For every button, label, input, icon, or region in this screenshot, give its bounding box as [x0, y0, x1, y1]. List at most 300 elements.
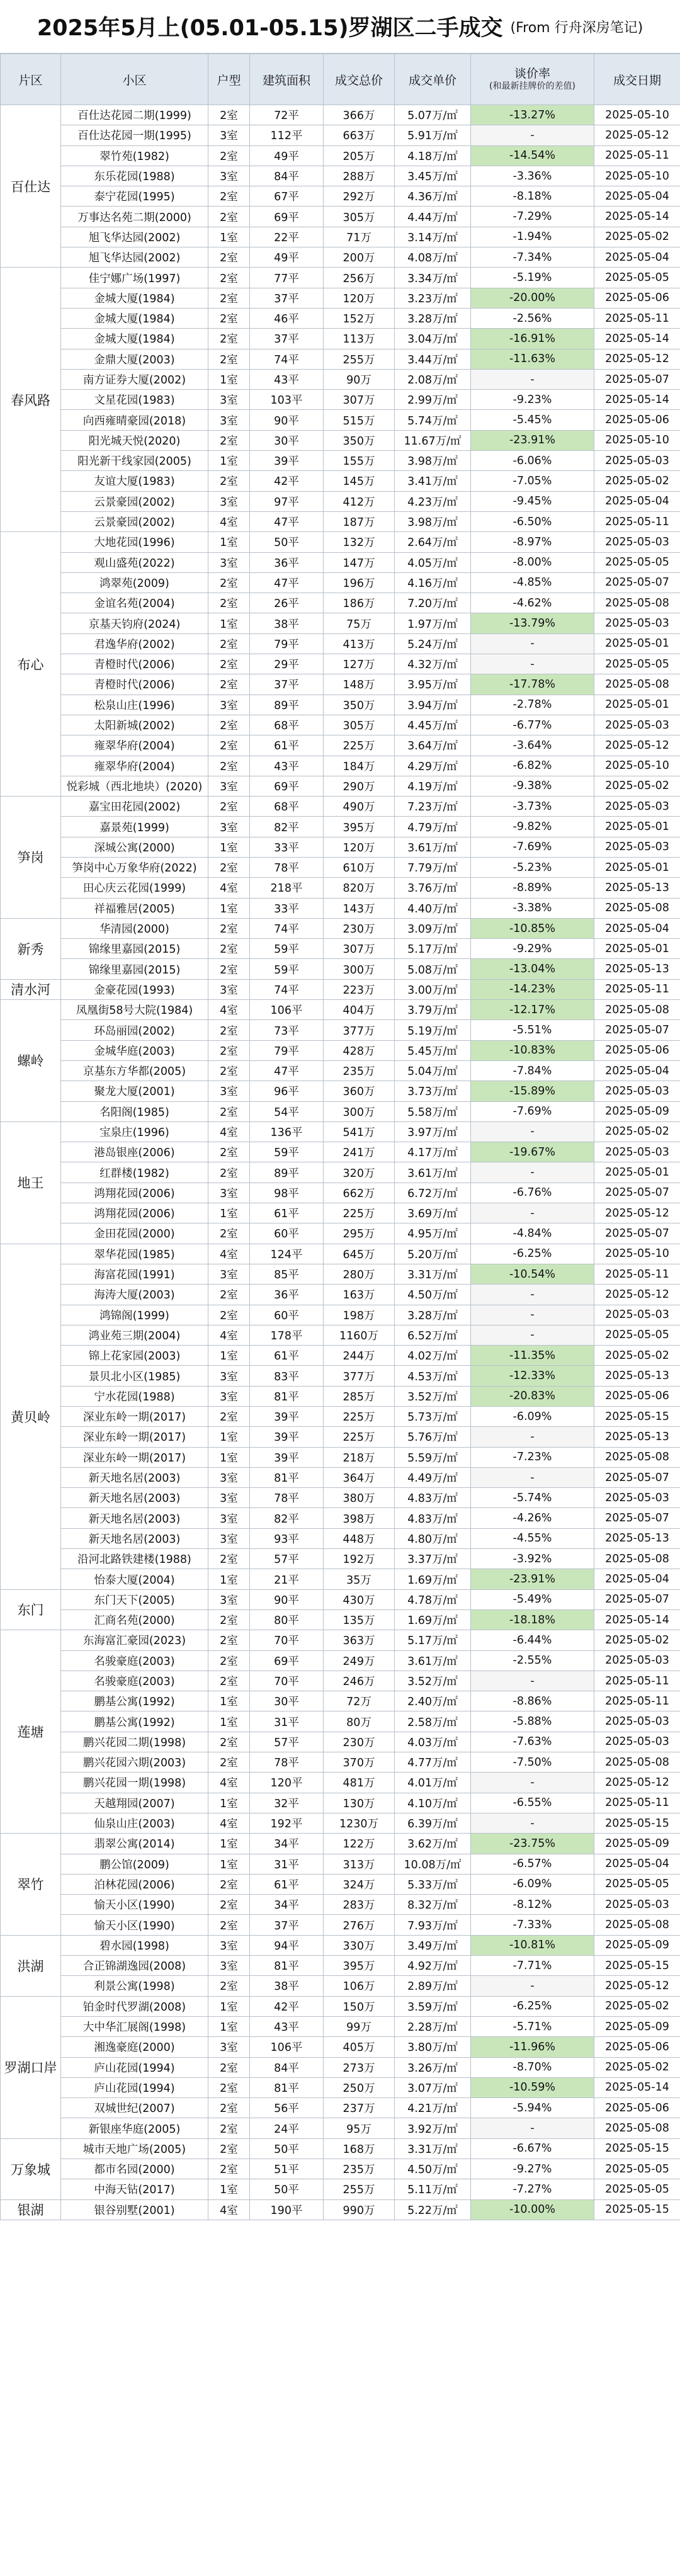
date-cell: 2025-05-09 [594, 1935, 680, 1955]
bargain-rate-cell: -9.45% [471, 491, 594, 511]
area-cell: 136平 [250, 1121, 324, 1142]
community-cell: 友谊大厦(1983) [61, 471, 208, 491]
date-cell: 2025-05-02 [594, 227, 680, 247]
unit-price-cell: 2.58万/㎡ [395, 1711, 471, 1732]
bargain-rate-cell: -20.83% [471, 1386, 594, 1406]
date-cell: 2025-05-03 [594, 451, 680, 471]
total-price-cell: 645万 [324, 1244, 395, 1264]
area-cell: 60平 [250, 1223, 324, 1244]
layout-cell: 4室 [208, 1000, 250, 1020]
community-cell: 松泉山庄(1996) [61, 695, 208, 715]
bargain-rate-cell: -3.36% [471, 166, 594, 186]
community-cell: 金谊名苑(2004) [61, 593, 208, 613]
bargain-rate-cell: -17.78% [471, 674, 594, 695]
layout-cell: 3室 [208, 1508, 250, 1528]
table-row [1, 2159, 680, 2179]
total-price-cell: 398万 [324, 1508, 395, 1528]
total-price-cell: 820万 [324, 878, 395, 898]
table-row [1, 1650, 680, 1671]
bargain-rate-cell: -8.86% [471, 1691, 594, 1711]
transactions-table [0, 54, 680, 2220]
unit-price-cell: 4.40万/㎡ [395, 898, 471, 918]
table-row [1, 1711, 680, 1732]
total-price-cell: 249万 [324, 1650, 395, 1671]
bargain-rate-cell: -6.25% [471, 1996, 594, 2016]
unit-price-cell: 6.52万/㎡ [395, 1325, 471, 1345]
total-price-cell: 305万 [324, 715, 395, 735]
table-row [1, 166, 680, 186]
community-cell: 汇商名苑(2000) [61, 1609, 208, 1630]
community-cell: 愉天小区(1990) [61, 1915, 208, 1935]
community-cell: 怡泰大厦(2004) [61, 1569, 208, 1589]
unit-price-cell: 3.80万/㎡ [395, 2037, 471, 2057]
district-cell: 春风路 [1, 268, 61, 532]
community-cell: 东门天下(2005) [61, 1589, 208, 1609]
unit-price-cell: 5.17万/㎡ [395, 1630, 471, 1650]
community-cell: 深城公寓(2000) [61, 837, 208, 857]
area-cell: 42平 [250, 1996, 324, 2016]
table-row [1, 1874, 680, 1894]
community-cell: 深业东岭一期(2017) [61, 1407, 208, 1427]
total-price-cell: 290万 [324, 776, 395, 796]
area-cell: 61平 [250, 735, 324, 756]
area-cell: 192平 [250, 1813, 324, 1833]
total-price-cell: 292万 [324, 186, 395, 207]
community-cell: 旭飞华达园(2002) [61, 247, 208, 268]
table-row [1, 207, 680, 227]
bargain-rate-cell: -8.89% [471, 878, 594, 898]
bargain-rate-cell: -14.54% [471, 145, 594, 166]
total-price-cell: 366万 [324, 105, 395, 125]
area-cell: 39平 [250, 1407, 324, 1427]
unit-price-cell: 3.23万/㎡ [395, 288, 471, 308]
area-cell: 50平 [250, 2138, 324, 2159]
table-row [1, 1671, 680, 1691]
unit-price-cell: 5.24万/㎡ [395, 633, 471, 654]
unit-price-cell: 4.08万/㎡ [395, 247, 471, 268]
total-price-cell: 80万 [324, 1711, 395, 1732]
area-cell: 89平 [250, 1162, 324, 1183]
community-cell: 红群楼(1982) [61, 1162, 208, 1183]
date-cell: 2025-05-03 [594, 837, 680, 857]
table-header-row [1, 54, 680, 105]
date-cell: 2025-05-05 [594, 2159, 680, 2179]
unit-price-cell: 4.79万/㎡ [395, 817, 471, 837]
table-row [1, 1305, 680, 1325]
community-cell: 凤凰街58号大院(1984) [61, 1000, 208, 1020]
table-row [1, 1935, 680, 1955]
layout-cell: 1室 [208, 1996, 250, 2016]
area-cell: 77平 [250, 268, 324, 288]
layout-cell: 2室 [208, 1895, 250, 1915]
community-cell: 泰宁花园(1995) [61, 186, 208, 207]
date-cell: 2025-05-11 [594, 979, 680, 999]
total-price-cell: 377万 [324, 1020, 395, 1040]
bargain-rate-cell: -7.23% [471, 1447, 594, 1467]
total-price-cell: 168万 [324, 2138, 395, 2159]
layout-cell: 2室 [208, 633, 250, 654]
total-price-cell: 380万 [324, 1488, 395, 1508]
total-price-cell: 147万 [324, 552, 395, 572]
unit-price-cell: 5.20万/㎡ [395, 1244, 471, 1264]
date-cell: 2025-05-11 [594, 1264, 680, 1284]
community-cell: 青橙时代(2006) [61, 674, 208, 695]
unit-price-cell: 5.07万/㎡ [395, 105, 471, 125]
bargain-rate-cell: -7.69% [471, 1101, 594, 1121]
area-cell: 89平 [250, 695, 324, 715]
area-cell: 36平 [250, 1285, 324, 1305]
layout-cell: 1室 [208, 1691, 250, 1711]
total-price-cell: 370万 [324, 1752, 395, 1773]
unit-price-cell: 2.99万/㎡ [395, 390, 471, 410]
layout-cell: 2室 [208, 674, 250, 695]
bargain-rate-cell: -7.84% [471, 1060, 594, 1081]
area-cell: 39平 [250, 1427, 324, 1447]
total-price-cell: 413万 [324, 633, 395, 654]
table-row [1, 959, 680, 979]
area-cell: 96平 [250, 1081, 324, 1101]
unit-price-cell: 3.45万/㎡ [395, 166, 471, 186]
table-row [1, 2179, 680, 2199]
bargain-rate-cell: -3.64% [471, 735, 594, 756]
unit-price-cell: 4.16万/㎡ [395, 572, 471, 593]
total-price-cell: 662万 [324, 1183, 395, 1203]
total-price-cell: 120万 [324, 288, 395, 308]
bargain-rate-cell: -8.18% [471, 186, 594, 207]
area-cell: 68平 [250, 715, 324, 735]
table-row [1, 2077, 680, 2097]
bargain-rate-cell: -10.85% [471, 918, 594, 938]
unit-price-cell: 3.98万/㎡ [395, 511, 471, 531]
area-cell: 106平 [250, 1000, 324, 1020]
bargain-rate-cell: - [471, 1773, 594, 1793]
total-price-cell: 187万 [324, 511, 395, 531]
district-cell: 黄贝岭 [1, 1244, 61, 1589]
area-cell: 103平 [250, 390, 324, 410]
bargain-rate-cell: -3.38% [471, 898, 594, 918]
total-price-cell: 541万 [324, 1121, 395, 1142]
area-cell: 31平 [250, 1854, 324, 1874]
table-row [1, 390, 680, 410]
unit-price-cell: 5.22万/㎡ [395, 2199, 471, 2220]
total-price-cell: 120万 [324, 837, 395, 857]
total-price-cell: 237万 [324, 2098, 395, 2118]
total-price-cell: 230万 [324, 1732, 395, 1752]
date-cell: 2025-05-04 [594, 247, 680, 268]
unit-price-cell: 2.64万/㎡ [395, 532, 471, 552]
community-cell: 万事达名苑二期(2000) [61, 207, 208, 227]
layout-cell: 3室 [208, 817, 250, 837]
bargain-rate-cell: - [471, 1427, 594, 1447]
layout-cell: 2室 [208, 1671, 250, 1691]
total-price-cell: 192万 [324, 1549, 395, 1569]
community-cell: 港岛银座(2006) [61, 1142, 208, 1162]
unit-price-cell: 5.11万/㎡ [395, 2179, 471, 2199]
table-row [1, 491, 680, 511]
community-cell: 鹏兴花园二期(1998) [61, 1732, 208, 1752]
table-row [1, 1162, 680, 1183]
district-cell: 清水河 [1, 979, 61, 999]
date-cell: 2025-05-06 [594, 1386, 680, 1406]
date-cell: 2025-05-03 [594, 715, 680, 735]
community-cell: 庐山花园(1994) [61, 2077, 208, 2097]
layout-cell: 2室 [208, 1162, 250, 1183]
layout-cell: 2室 [208, 1874, 250, 1894]
total-price-cell: 143万 [324, 898, 395, 918]
layout-cell: 2室 [208, 349, 250, 369]
table-row [1, 1996, 680, 2016]
area-cell: 69平 [250, 776, 324, 796]
bargain-rate-cell: -8.70% [471, 2057, 594, 2077]
total-price-cell: 364万 [324, 1467, 395, 1487]
date-cell: 2025-05-12 [594, 1976, 680, 1996]
bargain-rate-cell: -5.51% [471, 1020, 594, 1040]
area-cell: 54平 [250, 1101, 324, 1121]
table-row [1, 329, 680, 349]
table-row [1, 1813, 680, 1833]
layout-cell: 2室 [208, 1976, 250, 1996]
area-cell: 190平 [250, 2199, 324, 2220]
bargain-rate-cell: -10.83% [471, 1040, 594, 1060]
area-cell: 37平 [250, 674, 324, 695]
bargain-rate-cell: -8.12% [471, 1895, 594, 1915]
layout-cell: 3室 [208, 125, 250, 145]
bargain-rate-cell: -9.38% [471, 776, 594, 796]
area-cell: 70平 [250, 1630, 324, 1650]
community-cell: 银谷别墅(2001) [61, 2199, 208, 2220]
layout-cell: 3室 [208, 166, 250, 186]
total-price-cell: 225万 [324, 1407, 395, 1427]
area-cell: 81平 [250, 2077, 324, 2097]
layout-cell: 3室 [208, 1081, 250, 1101]
date-cell: 2025-05-13 [594, 878, 680, 898]
total-price-cell: 155万 [324, 451, 395, 471]
bargain-rate-cell: -10.00% [471, 2199, 594, 2220]
community-cell: 仙泉山庄(2003) [61, 1813, 208, 1833]
date-cell: 2025-05-02 [594, 1346, 680, 1366]
community-cell: 笋岗中心万象华府(2022) [61, 857, 208, 877]
area-cell: 30平 [250, 1691, 324, 1711]
unit-price-cell: 4.44万/㎡ [395, 207, 471, 227]
table-row [1, 268, 680, 288]
layout-cell: 3室 [208, 2037, 250, 2057]
table-row [1, 145, 680, 166]
bargain-rate-cell: -5.71% [471, 2016, 594, 2036]
table-row [1, 1467, 680, 1487]
community-cell: 都市名园(2000) [61, 2159, 208, 2179]
layout-cell: 4室 [208, 511, 250, 531]
community-cell: 锦上花家园(2003) [61, 1346, 208, 1366]
area-cell: 94平 [250, 1935, 324, 1955]
layout-cell: 2室 [208, 1609, 250, 1630]
table-row [1, 552, 680, 572]
area-cell: 51平 [250, 2159, 324, 2179]
area-cell: 82平 [250, 1508, 324, 1528]
bargain-rate-cell: - [471, 633, 594, 654]
district-cell: 地王 [1, 1121, 61, 1244]
community-cell: 新银座华庭(2005) [61, 2118, 208, 2138]
district-cell: 翠竹 [1, 1834, 61, 1935]
date-cell: 2025-05-03 [594, 1895, 680, 1915]
community-cell: 京基天钧府(2024) [61, 613, 208, 633]
date-cell: 2025-05-08 [594, 1000, 680, 1020]
total-price-cell: 350万 [324, 430, 395, 450]
table-row [1, 1976, 680, 1996]
bargain-rate-cell: - [471, 1467, 594, 1487]
unit-price-cell: 3.31万/㎡ [395, 2138, 471, 2159]
table-row [1, 878, 680, 898]
unit-price-cell: 3.44万/㎡ [395, 349, 471, 369]
total-price-cell: 283万 [324, 1895, 395, 1915]
bargain-rate-cell: -4.55% [471, 1528, 594, 1548]
table-row [1, 593, 680, 613]
date-cell: 2025-05-09 [594, 2016, 680, 2036]
community-cell: 佳宁娜广场(1997) [61, 268, 208, 288]
unit-price-cell: 3.95万/㎡ [395, 674, 471, 695]
date-cell: 2025-05-08 [594, 1447, 680, 1467]
table-row [1, 674, 680, 695]
date-cell: 2025-05-02 [594, 2057, 680, 2077]
community-cell: 旭飞华达园(2002) [61, 227, 208, 247]
bargain-rate-cell: -4.26% [471, 1508, 594, 1528]
district-cell: 银湖 [1, 2199, 61, 2220]
bargain-rate-cell: - [471, 1121, 594, 1142]
layout-cell: 2室 [208, 756, 250, 776]
community-cell: 宁水花园(1988) [61, 1386, 208, 1406]
table-row [1, 1081, 680, 1101]
layout-cell: 2室 [208, 1223, 250, 1244]
unit-price-cell: 4.95万/㎡ [395, 1223, 471, 1244]
layout-cell: 1室 [208, 1569, 250, 1589]
community-cell: 青橙时代(2006) [61, 654, 208, 674]
layout-cell: 1室 [208, 1203, 250, 1223]
area-cell: 59平 [250, 1142, 324, 1162]
area-cell: 106平 [250, 2037, 324, 2057]
bargain-rate-cell: -4.85% [471, 572, 594, 593]
table-row [1, 1407, 680, 1427]
date-cell: 2025-05-02 [594, 1121, 680, 1142]
total-price-cell: 72万 [324, 1691, 395, 1711]
layout-cell: 1室 [208, 451, 250, 471]
layout-cell: 2室 [208, 572, 250, 593]
table-row [1, 227, 680, 247]
community-cell: 华清园(2000) [61, 918, 208, 938]
table-row [1, 369, 680, 389]
community-cell: 翠华花园(1985) [61, 1244, 208, 1264]
total-price-cell: 256万 [324, 268, 395, 288]
community-cell: 东海富汇豪园(2023) [61, 1630, 208, 1650]
layout-cell: 2室 [208, 430, 250, 450]
unit-price-cell: 7.20万/㎡ [395, 593, 471, 613]
community-cell: 宝泉庄(1996) [61, 1121, 208, 1142]
bargain-rate-cell: -9.23% [471, 390, 594, 410]
header-community: 小区 [61, 54, 208, 105]
unit-price-cell: 3.34万/㎡ [395, 268, 471, 288]
unit-price-cell: 4.05万/㎡ [395, 552, 471, 572]
community-cell: 沿河北路铁建楼(1988) [61, 1549, 208, 1569]
area-cell: 83平 [250, 1366, 324, 1386]
table-row [1, 776, 680, 796]
total-price-cell: 295万 [324, 1223, 395, 1244]
area-cell: 120平 [250, 1773, 324, 1793]
area-cell: 21平 [250, 1569, 324, 1589]
table-row [1, 2098, 680, 2118]
page-title [0, 0, 680, 54]
bargain-rate-cell: - [471, 1285, 594, 1305]
bargain-rate-cell: - [471, 1325, 594, 1345]
district-cell: 万象城 [1, 2138, 61, 2199]
date-cell: 2025-05-12 [594, 1285, 680, 1305]
layout-cell: 2室 [208, 1650, 250, 1671]
total-price-cell: 235万 [324, 2159, 395, 2179]
date-cell: 2025-05-14 [594, 329, 680, 349]
date-cell: 2025-05-14 [594, 390, 680, 410]
layout-cell: 2室 [208, 2098, 250, 2118]
unit-price-cell: 5.73万/㎡ [395, 1407, 471, 1427]
community-cell: 聚龙大厦(2001) [61, 1081, 208, 1101]
community-cell: 新天地名居(2003) [61, 1528, 208, 1548]
area-cell: 218平 [250, 878, 324, 898]
date-cell: 2025-05-07 [594, 1223, 680, 1244]
area-cell: 178平 [250, 1325, 324, 1345]
unit-price-cell: 1.97万/㎡ [395, 613, 471, 633]
community-cell: 翡翠公寓(2014) [61, 1834, 208, 1854]
layout-cell: 2室 [208, 939, 250, 959]
community-cell: 嘉宝田花园(2002) [61, 797, 208, 817]
layout-cell: 2室 [208, 1040, 250, 1060]
area-cell: 112平 [250, 125, 324, 145]
unit-price-cell: 3.61万/㎡ [395, 1162, 471, 1183]
total-price-cell: 225万 [324, 1203, 395, 1223]
total-price-cell: 35万 [324, 1569, 395, 1589]
layout-cell: 2室 [208, 1142, 250, 1162]
unit-price-cell: 5.76万/㎡ [395, 1427, 471, 1447]
date-cell: 2025-05-10 [594, 756, 680, 776]
area-cell: 31平 [250, 1711, 324, 1732]
layout-cell: 4室 [208, 1325, 250, 1345]
total-price-cell: 255万 [324, 2179, 395, 2199]
table-row [1, 1346, 680, 1366]
table-row [1, 857, 680, 877]
community-cell: 利景公寓(1998) [61, 1976, 208, 1996]
community-cell: 双城世纪(2007) [61, 2098, 208, 2118]
bargain-rate-cell: -11.96% [471, 2037, 594, 2057]
area-cell: 59平 [250, 939, 324, 959]
bargain-rate-cell: -7.05% [471, 471, 594, 491]
area-cell: 61平 [250, 1874, 324, 1894]
total-price-cell: 218万 [324, 1447, 395, 1467]
layout-cell: 2室 [208, 1630, 250, 1650]
unit-price-cell: 3.04万/㎡ [395, 329, 471, 349]
table-row [1, 1834, 680, 1854]
community-cell: 金城华庭(2003) [61, 1040, 208, 1060]
unit-price-cell: 3.79万/㎡ [395, 1000, 471, 1020]
unit-price-cell: 3.62万/㎡ [395, 1834, 471, 1854]
district-cell: 罗湖口岸 [1, 1996, 61, 2138]
unit-price-cell: 2.28万/㎡ [395, 2016, 471, 2036]
area-cell: 72平 [250, 105, 324, 125]
table-row [1, 105, 680, 125]
community-cell: 云景豪园(2002) [61, 511, 208, 531]
total-price-cell: 186万 [324, 593, 395, 613]
date-cell: 2025-05-07 [594, 1183, 680, 1203]
date-cell: 2025-05-01 [594, 939, 680, 959]
layout-cell: 2室 [208, 1020, 250, 1040]
layout-cell: 3室 [208, 1589, 250, 1609]
area-cell: 124平 [250, 1244, 324, 1264]
unit-price-cell: 3.94万/㎡ [395, 695, 471, 715]
bargain-rate-cell: -8.00% [471, 552, 594, 572]
